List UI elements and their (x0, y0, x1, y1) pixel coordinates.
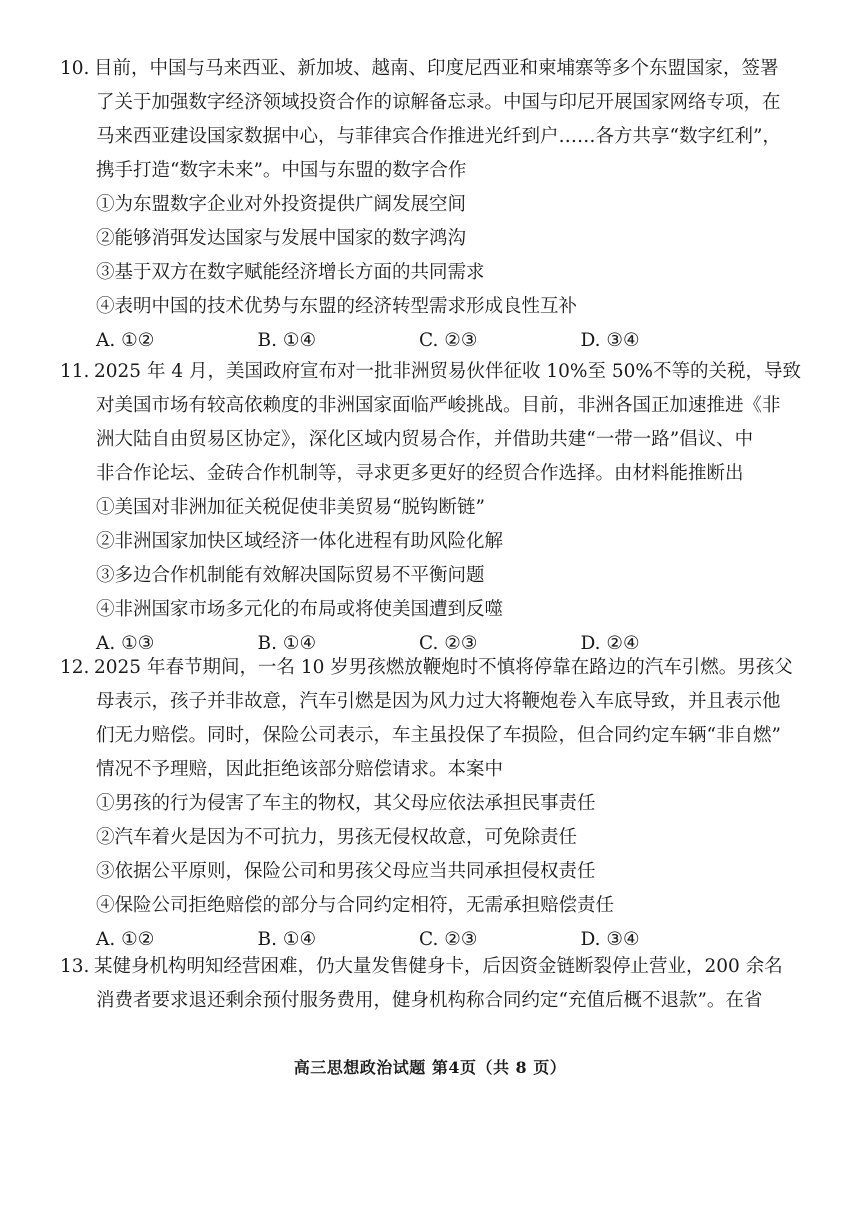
question-13 (60, 950, 783, 1018)
statement-option: ④表明中国的技术优势与东盟的经济转型需求形成良性互补 (96, 296, 578, 317)
choice-d: D. ③④ (580, 330, 640, 351)
stem-line: 马来西亚建设国家数据中心，与菲律宾合作推进光纤到户……各方共享“数字红利”， (96, 126, 781, 147)
statement-option: ①为东盟数字企业对外投资提供广阔发展空间 (96, 194, 467, 215)
stem-line: 母表示，孩子并非故意，汽车引燃是因为风力过大将鞭炮卷入车底导致，并且表示他 (96, 691, 781, 712)
choice-b: B. ①④ (257, 330, 317, 351)
statement-option: ④非洲国家市场多元化的布局或将使美国遭到反噬 (96, 599, 504, 620)
choice-c: C. ②③ (419, 330, 478, 351)
question-12 (60, 651, 793, 957)
question-stem (60, 950, 783, 1018)
choice-d: D. ③④ (580, 929, 640, 950)
stem-line: 2025 年 4 月，美国政府宣布对一批非洲贸易伙伴征收 10%至 50%不等的关税，导致 (94, 361, 801, 382)
stem-line: 情况不予理赔，因此拒绝该部分赔偿请求。本案中 (96, 759, 504, 780)
question-number: 12. (60, 657, 90, 678)
stem-line: 消费者要求退还剩余预付服务费用，健身机构称合同约定“充值后概不退款”。在省 (96, 990, 763, 1011)
stem-line: 目前，中国与马来西亚、新加坡、越南、印度尼西亚和柬埔寨等多个东盟国家，签署 (94, 58, 779, 79)
stem-line: 们无力赔偿。同时，保险公司表示，车主虽投保了车损险，但合同约定车辆“非自燃” (96, 725, 781, 746)
statement-option: ③基于双方在数字赋能经济增长方面的共同需求 (96, 262, 485, 283)
choice-b: B. ①④ (257, 929, 317, 950)
question-stem (60, 651, 793, 787)
question-10 (60, 52, 781, 358)
choice-c: C. ②③ (419, 633, 478, 654)
stem-line: 非合作论坛、金砖合作机制等，寻求更多更好的经贸合作选择。由材料能推断出 (96, 463, 744, 484)
statement-option: ①美国对非洲加征关税促使非美贸易“脱钩断链” (96, 497, 485, 518)
choice-a: A. ①③ (96, 633, 155, 654)
question-stem (60, 355, 801, 491)
stem-line: 洲大陆自由贸易区协定》，深化区域内贸易合作，并借助共建“一带一路”倡议、中 (96, 429, 754, 450)
answer-choices (62, 324, 742, 358)
statement-option: ④保险公司拒绝赔偿的部分与合同约定相符，无需承担赔偿责任 (96, 895, 615, 916)
choice-d: D. ②④ (580, 633, 640, 654)
stem-line: 了关于加强数字经济领域投资合作的谅解备忘录。中国与印尼开展国家网络专项，在 (96, 92, 781, 113)
statement-option: ②非洲国家加快区域经济一体化进程有助风险化解 (96, 531, 504, 552)
stem-line: 对美国市场有较高依赖度的非洲国家面临严峻挑战。目前，非洲各国正加速推进《非 (96, 395, 781, 416)
statement-option: ②汽车着火是因为不可抗力，男孩无侵权故意，可免除责任 (96, 827, 578, 848)
question-number: 13. (60, 956, 90, 977)
question-number: 10. (60, 58, 90, 79)
statement-option: ③多边合作机制能有效解决国际贸易不平衡问题 (96, 565, 485, 586)
stem-line: 2025 年春节期间，一名 10 岁男孩燃放鞭炮时不慎将停靠在路边的汽车引燃。男孩父 (94, 657, 793, 678)
choice-a: A. ①② (96, 929, 155, 950)
stem-line: 携手打造“数字未来”。中国与东盟的数字合作 (96, 160, 467, 181)
statement-option: ③依据公平原则，保险公司和男孩父母应当共同承担侵权责任 (96, 861, 596, 882)
question-number: 11. (60, 361, 90, 382)
choice-a: A. ①② (96, 330, 155, 351)
choice-c: C. ②③ (419, 929, 478, 950)
page-footer: 高三思想政治试题 第4页（共 8 页） (293, 1058, 567, 1077)
question-11 (60, 355, 801, 661)
statement-option: ②能够消弭发达国家与发展中国家的数字鸿沟 (96, 228, 467, 249)
stem-line: 某健身机构明知经营困难，仍大量发售健身卡，后因资金链断裂停止营业，200 余名 (94, 956, 783, 977)
statement-option: ①男孩的行为侵害了车主的物权，其父母应依法承担民事责任 (96, 793, 596, 814)
choice-b: B. ①④ (257, 633, 317, 654)
question-stem (60, 52, 781, 188)
